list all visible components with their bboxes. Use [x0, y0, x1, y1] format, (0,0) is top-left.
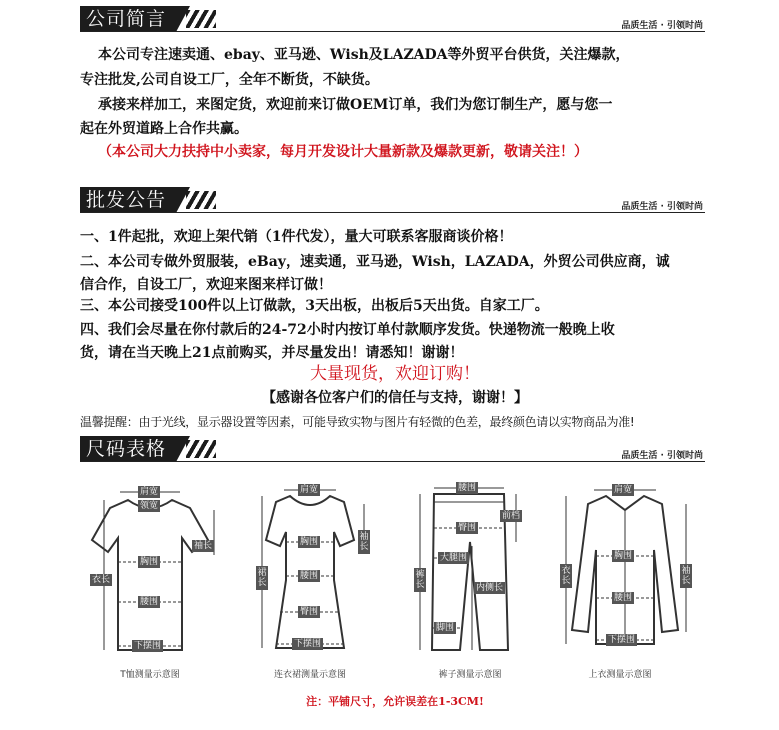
- pants-label-length: 裤长: [415, 570, 425, 590]
- header-stripes: [186, 440, 216, 458]
- header-underline: [80, 31, 705, 32]
- dress-diagram: [240, 480, 380, 680]
- tshirt-label-chest: 胸围: [140, 557, 159, 567]
- jacket-label-shoulder: 肩宽: [614, 485, 633, 495]
- pants-caption: 裤子测量示意图: [438, 670, 502, 680]
- dress-label-hip: 臀围: [300, 607, 319, 617]
- pants-label-waist: 腰围: [458, 483, 477, 493]
- tshirt-label-waist: 腰围: [140, 597, 159, 607]
- header-underline: [80, 212, 705, 213]
- pants-label-hem: 脚围: [436, 623, 455, 633]
- wholesale-section-title: 批发公告: [80, 187, 176, 213]
- size-note: 注：平铺尺寸，允许误差在1-3CM!: [306, 695, 484, 708]
- tshirt-diagram: [80, 480, 220, 680]
- wholesale-line-5: 四、我们会尽量在你付款后的24-72小时内按订单付款顺序发货。快递物流一般晚上收: [80, 322, 615, 338]
- jacket-diagram: [550, 480, 690, 680]
- dress-label-sleeve: 袖长: [359, 532, 369, 552]
- header-underline: [80, 461, 705, 462]
- wholesale-highlight: 大量现货，欢迎订购！: [310, 364, 480, 384]
- pants-label-inseam: 内侧长: [476, 583, 504, 593]
- size-diagrams: [80, 480, 700, 680]
- size-section-tag: 品质生活 · 引领时尚: [621, 451, 703, 461]
- wholesale-line-3: 信合作，自设工厂，欢迎来图来样订做！: [80, 277, 332, 293]
- company-section-header: [80, 6, 705, 32]
- wholesale-section-header: [80, 187, 705, 213]
- tshirt-label-sleeve: 袖长: [194, 541, 213, 551]
- company-section-tag: 品质生活 · 引领时尚: [621, 21, 703, 31]
- company-line-2: 专注批发,公司自设工厂，全年不断货，不缺货。: [80, 72, 379, 88]
- size-section-header: [80, 436, 705, 462]
- jacket-label-sleeve: 袖长: [681, 566, 691, 586]
- company-highlight: （本公司大力扶持中小卖家，每月开发设计大量新款及爆款更新，敬请关注！）: [98, 144, 588, 160]
- tshirt-label-length: 衣长: [92, 575, 111, 585]
- dress-label-length: 裙长: [257, 568, 267, 588]
- tshirt-label-hem: 下摆围: [134, 641, 162, 651]
- company-line-3: 承接来样加工，来图定货，欢迎前来订做OEM订单，我们为您订制生产，愿与您一: [98, 97, 613, 113]
- dress-label-shoulder: 肩宽: [300, 485, 319, 495]
- dress-caption: 连衣裙测量示意图: [273, 670, 346, 680]
- jacket-label-chest: 胸围: [614, 551, 633, 561]
- tshirt-label-shoulder: 肩宽: [140, 487, 159, 497]
- jacket-label-length: 衣长: [561, 566, 571, 586]
- jacket-caption: 上衣测量示意图: [588, 670, 652, 680]
- size-section-title: 尺码表格: [80, 436, 176, 462]
- wholesale-line-1: 一、1件起批，欢迎上架代销（1件代发），量大可联系客服商谈价格！: [80, 229, 513, 245]
- wholesale-line-2: 二、本公司专做外贸服装，eBay，速卖通，亚马逊，Wish，LAZADA，外贸公司供应商，诚: [80, 254, 670, 270]
- wholesale-thanks: 【感谢各位客户们的信任与支持，谢谢！】: [262, 390, 528, 406]
- company-line-1: 本公司专注速卖通、ebay、亚马逊、Wish及LAZADA等外贸平台供货，关注爆款，: [98, 47, 630, 63]
- company-line-4: 起在外贸道路上合作共赢。: [80, 121, 248, 137]
- tshirt-label-collar: 领宽: [140, 501, 159, 511]
- pants-label-hip: 臀围: [458, 523, 477, 533]
- wholesale-line-4: 三、本公司接受100件以上订做款，3天出板，出板后5天出货。自家工厂。: [80, 298, 549, 314]
- wholesale-section-tag: 品质生活 · 引领时尚: [621, 202, 703, 212]
- dress-label-waist: 腰围: [300, 571, 319, 581]
- jacket-label-hem: 下摆围: [608, 635, 636, 645]
- wholesale-line-6: 货，请在当天晚上21点前购买，并尽量发出！请悉知！谢谢！: [80, 345, 464, 361]
- wholesale-notice: 温馨提醒：由于光线，显示器设置等因素，可能导致实物与图片有轻微的色差，最终颜色请以实物商品为准!: [80, 415, 635, 429]
- pants-label-thigh: 大腿围: [440, 553, 468, 563]
- tshirt-caption: T恤测量示意图: [120, 670, 180, 680]
- dress-label-chest: 胸围: [300, 537, 319, 547]
- dress-label-hem: 下摆围: [294, 639, 322, 649]
- jacket-label-waist: 腰围: [614, 593, 633, 603]
- header-stripes: [186, 10, 216, 28]
- header-stripes: [186, 191, 216, 209]
- company-section-title: 公司简言: [80, 6, 176, 32]
- pants-label-rise: 前档: [502, 511, 521, 521]
- pants-diagram: [400, 480, 540, 680]
